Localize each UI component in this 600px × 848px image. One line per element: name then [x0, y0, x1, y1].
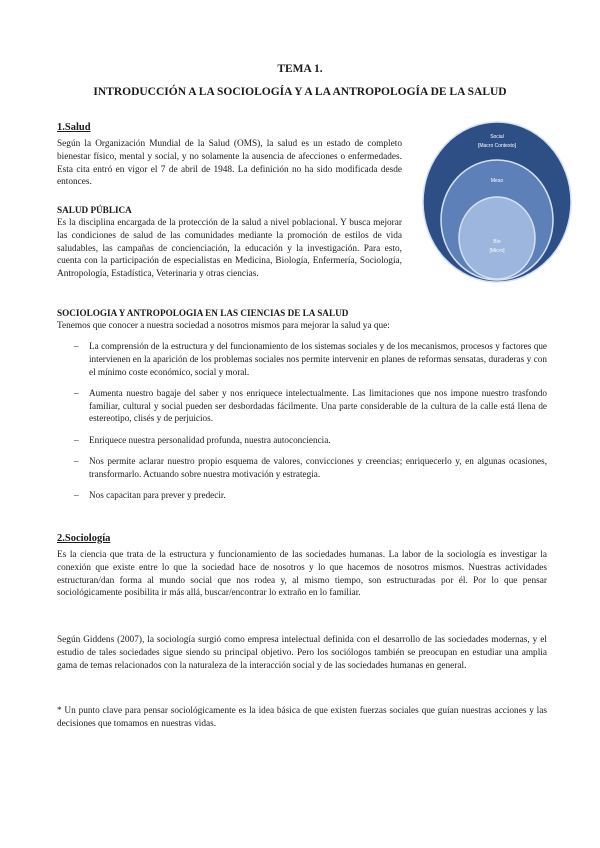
list-item [57, 434, 547, 447]
section2-paragraph-1: Es la ciencia que trata de la estructura y funcionamiento de las sociedades humanas. La labor de la sociología es investigar la conexión que existe entre lo que la sociedad hace de nosotros y lo que hacemos de nosotros mismos. Nuestras actividades estructuran/dan forma al mundo social que nos rodea y, al mismo tiempo, son estructuradas por él. Por lo que pensar sociológicamente posibilita ir más allá, buscar/encontrar lo extraño en lo familiar. [57, 550, 547, 599]
socio-antro-heading: SOCIOLOGIA Y ANTROPOLOGIA EN LAS CIENCIAS DE LA SALUD [57, 308, 349, 318]
salud-publica-heading: SALUD PÚBLICA [57, 205, 132, 215]
section2-heading: 2.Sociología [57, 533, 111, 544]
outer-sublabel: [Macro Contexto] [477, 143, 517, 149]
document-subtitle: INTRODUCCIÓN A LA SOCIOLOGÍA Y A LA ANTROPOLOGÍA DE LA SALUD [93, 86, 507, 98]
list-item-text: Aumenta nuestro bagaje del saber y nos enriquece intelectualmente. Las limitaciones que nos impone nuestro trasfondo familiar, cultural y social pueden ser desbordadas fácilmente. Una parte considerable de la cultura de la calle está llena de estereotipo, clisés y de perjuicios. [89, 387, 547, 424]
section2-paragraph-2: Según Giddens (2007), la sociología surgió como empresa intelectual definida con el desarrollo de las sociedades modernas, y el estudio de tales sociedades sigue siendo su principal objetivo. Pero los sociólogos también se preocupan en estudiar una amplia gama de temas relacionados con la naturaleza de la interacción social y de las sociedades humanas en general. [57, 635, 547, 671]
dash-marker: – [74, 434, 79, 445]
list-item [57, 489, 547, 502]
middle-label: Meso [490, 178, 504, 184]
dash-marker: – [74, 490, 79, 501]
list-item-text: La comprensión de la estructura y del funcionamiento de los sistemas sociales y de los mecanismos, procesos y factores que intervienen en la aparición de los problemas sociales nos permite intervenir en planes de reformas sensatas, duraderas y con el mínimo coste económico, social y moral. [89, 341, 547, 377]
inner-label: Bio [493, 239, 501, 245]
section2-paragraph-3: * Un punto clave para pensar sociológicamente es la idea básica de que existen fuerzas sociales que guían nuestras acciones y las decisiones que tomamos en nuestras vidas. [57, 706, 547, 729]
list-item-text: Nos capacitan para prever y predecir. [89, 490, 226, 501]
dash-marker: – [74, 456, 79, 467]
section1-text: Según la Organización Mundial de la Salud (OMS), la salud es un estado de completo bienestar físico, mental y social, y no solamente la ausencia de afecciones o enfermedades. Esta cita entró en vigor el 7 de abril de 1948. La definición no ha sido modificada desde entonces. [57, 139, 402, 188]
dash-marker: – [74, 341, 79, 351]
list-item [57, 387, 547, 425]
document-title: TEMA 1. [277, 63, 323, 75]
list-item-text: Nos permite aclarar nuestro propio esquema de valores, convicciones y creencias; enriquecerlo y, en algunas ocasiones, transformarlo. Actuando sobre nuestra motivación y estrategia. [89, 456, 547, 479]
section1-heading: 1.Salud [57, 122, 91, 133]
outer-label: Social [490, 134, 504, 140]
inner-sublabel: [Micro] [489, 248, 505, 254]
list-item-text: Enriquece nuestra personalidad profunda, nuestra autoconciencia. [89, 434, 331, 445]
health-levels-diagram [421, 120, 573, 285]
salud-publica-text: Es la disciplina encargada de la protección de la salud a nivel poblacional. Y busca mejorar las condiciones de salud de las comunidades mediante la promoción de estilos de vida saludables, las campañas de concienciación, la educación y la investigación. Para esto, cuenta con la participación de especialistas en Medicina, Biología, Enfermería, Sociología, Antropología, Estadística, Veterinaria y otras ciencias. [57, 218, 402, 280]
list-item [57, 455, 547, 481]
benefits-list [57, 340, 547, 510]
socio-antro-intro: Tenemos que conocer a nuestra sociedad a nosotros mismos para mejorar la salud ya que: [57, 321, 390, 331]
dash-marker: – [74, 387, 79, 398]
inner-ellipse [459, 197, 535, 279]
list-item [57, 340, 547, 378]
